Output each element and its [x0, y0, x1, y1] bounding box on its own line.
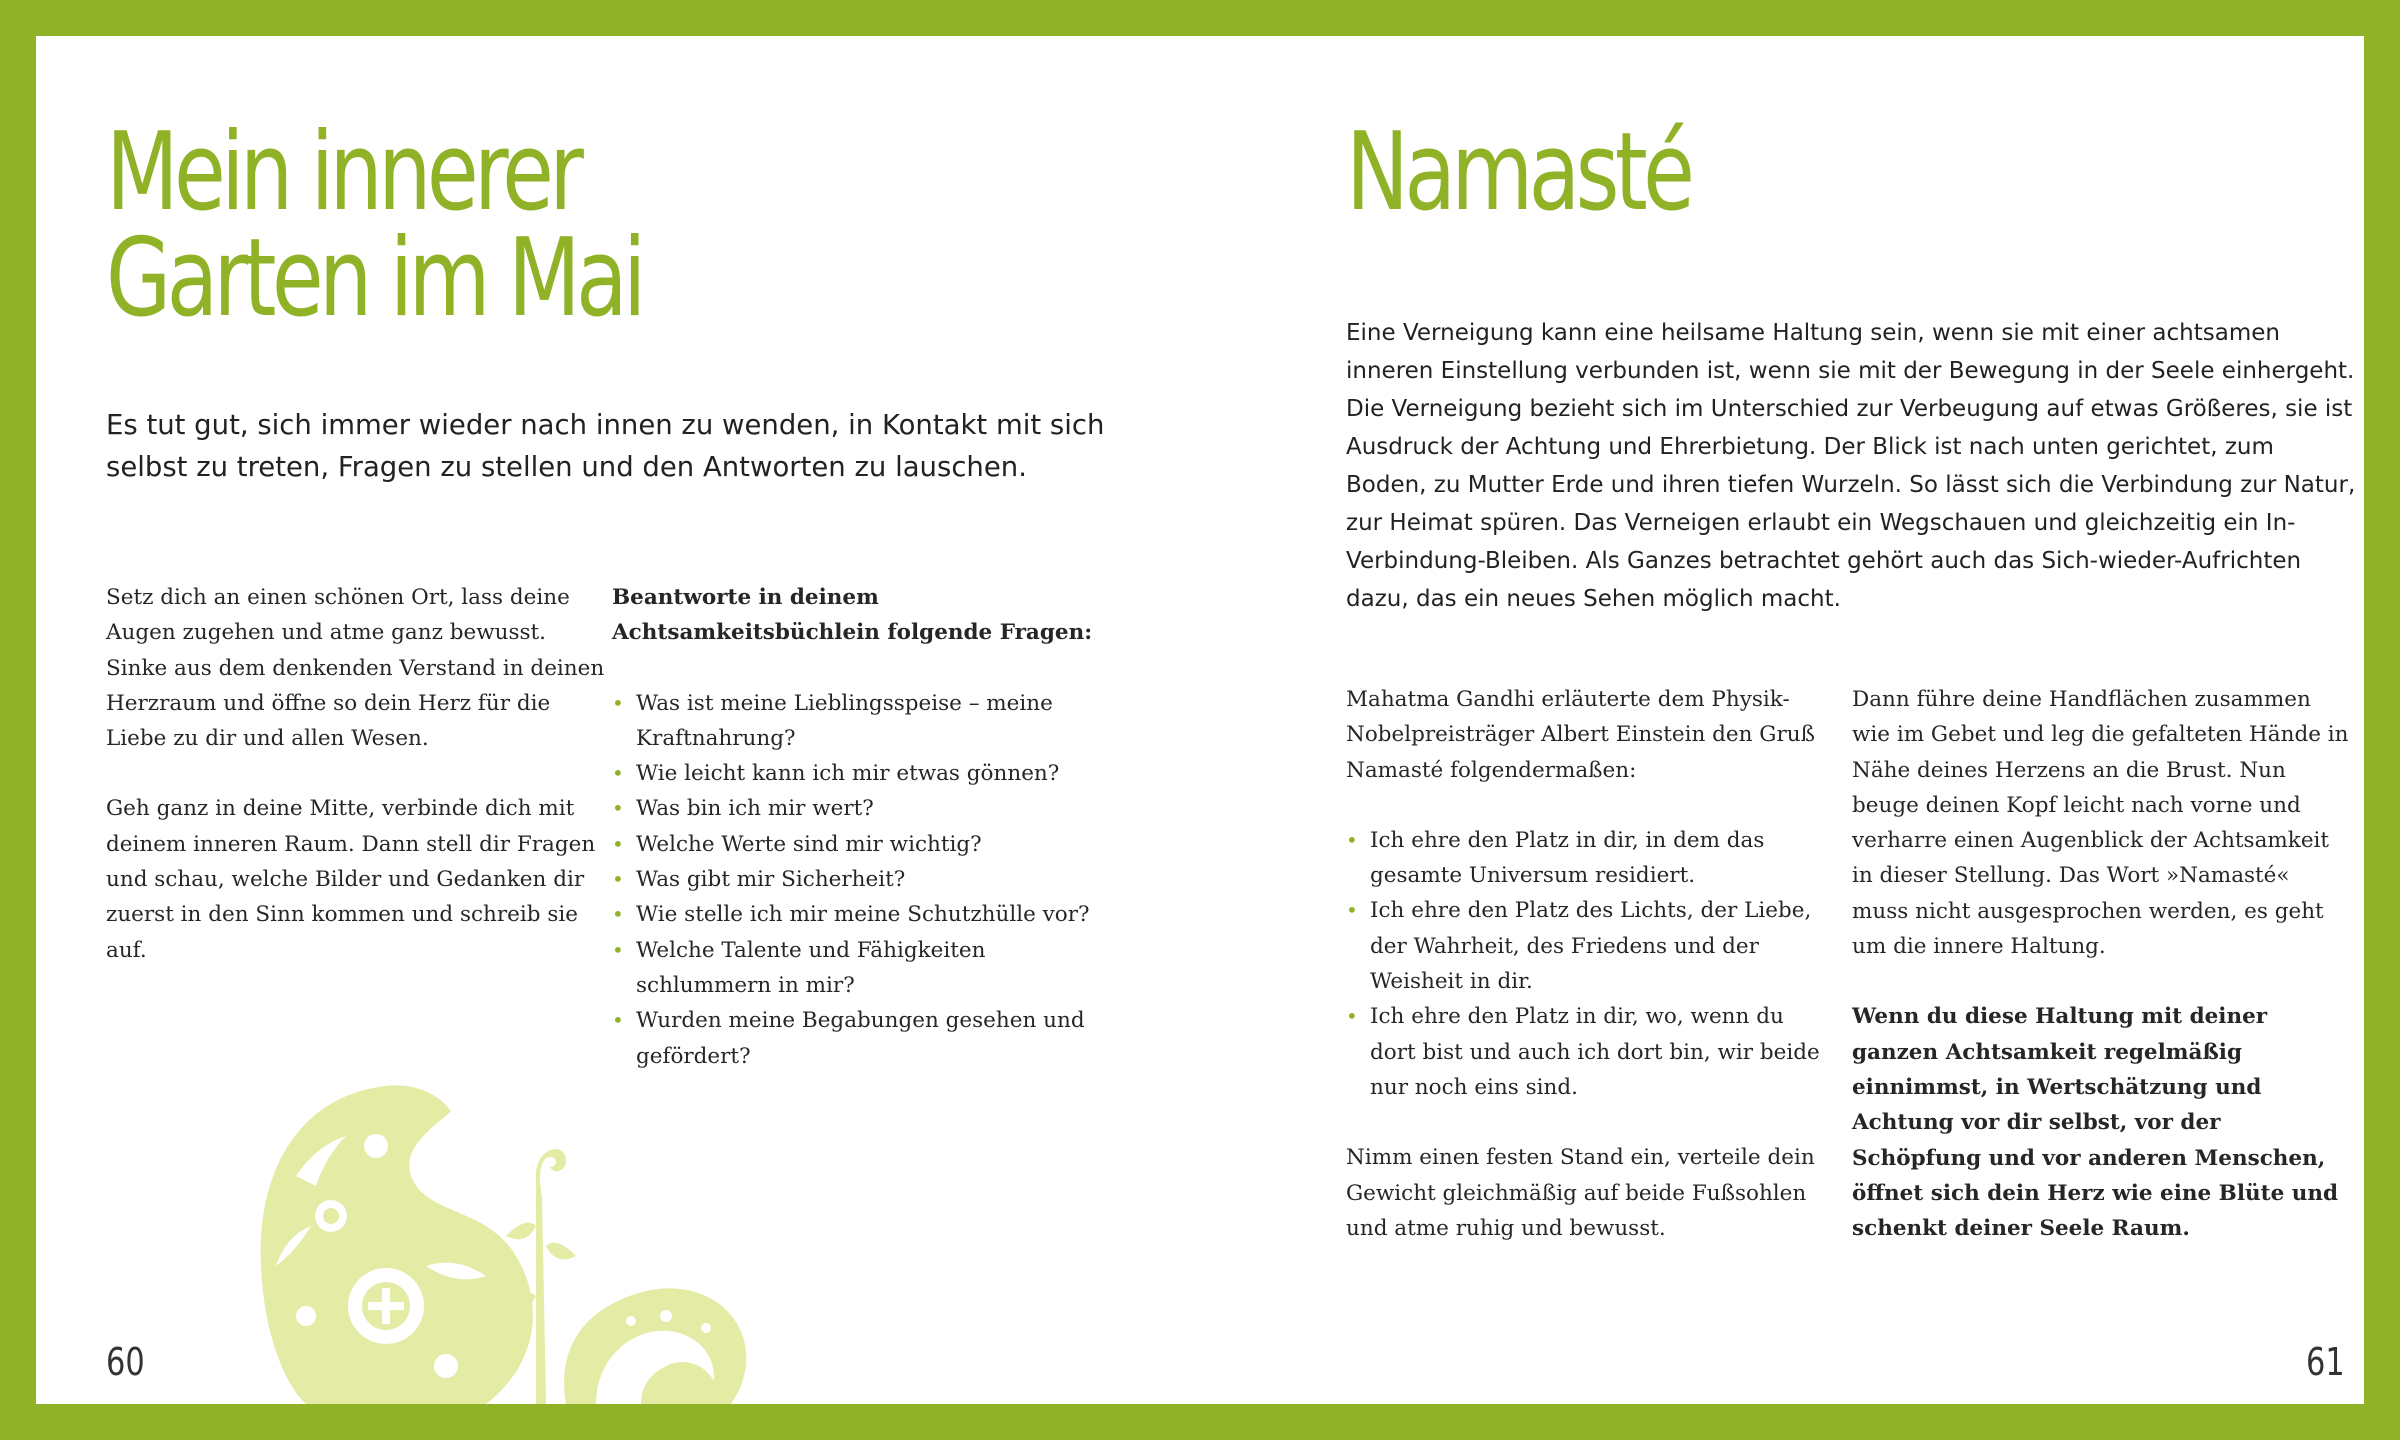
bullet-icon: •: [1346, 1004, 1358, 1029]
question-item: [612, 756, 1122, 791]
question-text: Was bin ich mir wert?: [636, 796, 874, 822]
question-text: Welche Werte sind mir wichtig?: [636, 831, 982, 857]
bullet-icon: •: [1346, 898, 1358, 923]
emphasis-paragraph: Wenn du diese Haltung mit deiner ganzen Achtsamkeit regelmäßig einnimmst, in Wertschätzung und Achtung vor dir selbst, vor der Schöpfung und vor anderen Menschen, öffnet sich dein Herz wie eine Blüte und schenkt deiner Seele Raum.: [1852, 1004, 2339, 1242]
quote-item: [1346, 893, 1836, 999]
body-paragraph: Dann führe deine Handflächen zusammen wie im Gebet und leg die gefalteten Hände in Nähe deines Herzens an die Brust. Nun beuge deinen Kopf leicht nach vorne und verharre einen Augenblick der Achtsamkeit in dieser Stellung. Das Wort »Namasté« muss nicht ausgesprochen werden, es geht um die innere Haltung.: [1852, 687, 2349, 960]
bullet-icon: •: [612, 902, 624, 927]
body-paragraph: Nimm einen festen Stand ein, verteile dein Gewicht gleichmäßig auf beide Fußsohlen und atme ruhig und bewusst.: [1346, 1145, 1815, 1241]
questions-heading: Beantworte in deinem Achtsamkeitsbüchlein folgende Fragen:: [612, 585, 1093, 646]
bullet-icon: •: [1346, 827, 1358, 852]
question-item: [612, 686, 1122, 757]
question-item: [612, 862, 1122, 897]
quote-item: [1346, 999, 1836, 1105]
quote-list: [1346, 823, 1836, 1105]
right-lead-paragraph: Eine Verneigung kann eine heilsame Haltung sein, wenn sie mit einer achtsamen inneren Einstellung verbunden ist, wenn sie mit der Bewegung in der Seele einhergeht. Die Verneigung bezieht sich im Unterschied zur Verbeugung auf etwas Größeres, sie ist Ausdruck der Achtung und Ehrerbietung. Der Blick ist nach unten gerichtet, zum Boden, zu Mutter Erde und ihren tiefen Wurzeln. So lässt sich die Verbindung zur Natur, zur Heimat spüren. Das Verneigen erlaubt ein Wegschauen und gleichzeitig ein In-Verbindung-Bleiben. Als Ganzes betrachtet gehört auch das Sich-wieder-Aufrichten dazu, das ein neues Sehen möglich macht.: [1346, 320, 2356, 612]
question-item: [612, 791, 1122, 826]
question-text: Welche Talente und Fähigkeiten schlummern in mir?: [636, 937, 986, 998]
question-text: Wie leicht kann ich mir etwas gönnen?: [636, 761, 1060, 787]
question-text: Was ist meine Lieblingsspeise – meine Kraftnahrung?: [636, 690, 1053, 751]
question-list: [612, 686, 1122, 1074]
book-spread: [36, 36, 2364, 1404]
left-page-title: [106, 110, 642, 341]
left-column-questions: [612, 580, 1122, 1074]
left-title-line: Mein innerer: [106, 110, 580, 235]
body-paragraph: Setz dich an einen schönen Ort, lass deine Augen zugehen und atme ganz bewusst. Sinke aus dem denkenden Verstand in deinen Herzraum und öffne so dein Herz für die Liebe zu dir und allen Wesen.: [106, 585, 605, 752]
right-page: [1200, 36, 2364, 1404]
bullet-icon: •: [612, 831, 624, 856]
page-number-right: 61: [2306, 1340, 2345, 1384]
question-text: Wie stelle ich mir meine Schutzhülle vor?: [636, 902, 1090, 928]
body-paragraph: Mahatma Gandhi erläuterte dem Physik-Nobelpreisträger Albert Einstein den Gruß Namasté folgendermaßen:: [1346, 687, 1815, 783]
right-column-practice: [1852, 682, 2352, 1246]
bullet-icon: •: [612, 796, 624, 821]
question-item: [612, 933, 1122, 1004]
left-column-instructions: [106, 580, 606, 968]
right-page-title: Namasté: [1346, 110, 1691, 235]
question-item: [612, 1003, 1122, 1074]
bullet-icon: •: [612, 761, 624, 786]
left-title-line: Garten im Mai: [106, 216, 642, 341]
paisley-ornament-icon: [236, 1066, 756, 1404]
bullet-icon: •: [612, 867, 624, 892]
left-page: [36, 36, 1200, 1404]
bullet-icon: •: [612, 937, 624, 962]
question-text: Was gibt mir Sicherheit?: [636, 867, 906, 893]
page-number-left: 60: [106, 1340, 145, 1384]
quote-text: Ich ehre den Platz in dir, in dem das gesamte Universum residiert.: [1370, 827, 1765, 889]
right-column-gandhi: [1346, 682, 1836, 1246]
quote-text: Ich ehre den Platz des Lichts, der Liebe, der Wahrheit, des Friedens und der Weisheit in dir.: [1370, 898, 1812, 995]
question-item: [612, 827, 1122, 862]
bullet-icon: •: [612, 690, 624, 715]
body-paragraph: Geh ganz in deine Mitte, verbinde dich mit deinem inneren Raum. Dann stell dir Fragen und schau, welche Bilder und Gedanken dir zuerst in den Sinn kommen und schreib sie auf.: [106, 796, 596, 963]
question-text: Wurden meine Begabungen gesehen und gefördert?: [636, 1008, 1085, 1069]
bullet-icon: •: [612, 1008, 624, 1033]
question-item: [612, 897, 1122, 932]
left-lead-paragraph: Es tut gut, sich immer wieder nach innen zu wenden, in Kontakt mit sich selbst zu treten, Fragen zu stellen und den Antworten zu lauschen.: [106, 409, 1105, 483]
quote-text: Ich ehre den Platz in dir, wo, wenn du dort bist und auch ich dort bin, wir beide nur noch eins sind.: [1370, 1004, 1820, 1100]
quote-item: [1346, 823, 1836, 894]
